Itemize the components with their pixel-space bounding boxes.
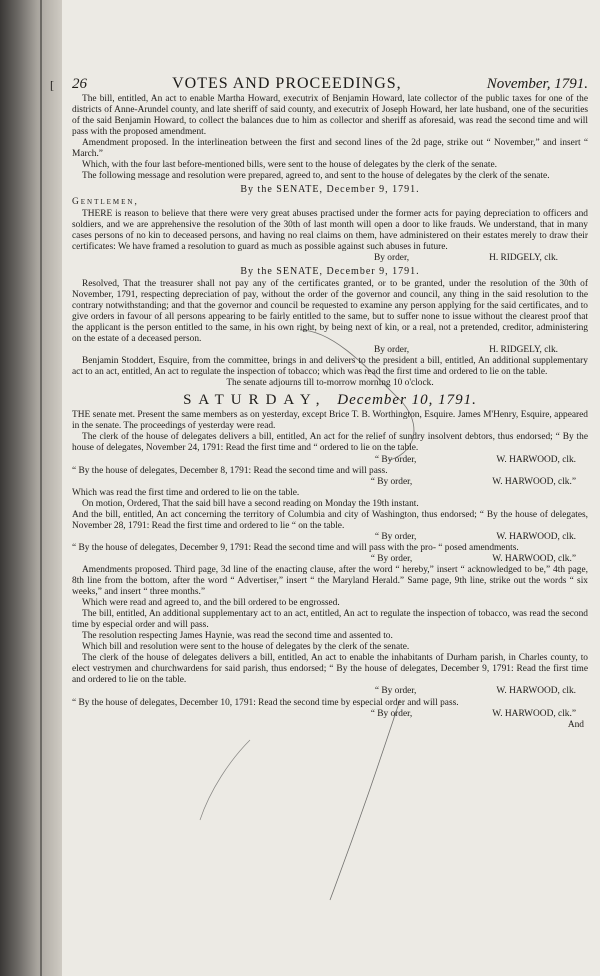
resolution: Resolved, That the treasurer shall not pay any of the certificates granted, or to be granted, under the resolution of the 30th of November, 1791, respecting depreciation of pay, without the order of the governor and council, any thing in the said resolution to the contrary notwithstanding; and that the governor and council be requested to examine any person applying for the said certificates, and to give orders in favour of all persons appearing to be fairly entitled to the same, but to suffer none to issue without the clearest proof that the applicant is the person entitled to the same, in his own right, by being next of kin, or a real, not a pretended, creditor, administering on the estate of a deceased person. [72, 278, 588, 345]
signature-name: W. HARWOOD, clk.” [492, 476, 576, 487]
signature [72, 455, 588, 466]
endorsement: “ By the house of delegates, December 8, 1791: Read the second time and will pass. [72, 465, 388, 476]
signature-name: W. HARWOOD, clk.” [492, 708, 576, 719]
paragraph: Which was read the first time and ordered to lie on the table. [72, 487, 300, 498]
paragraph: Which bill and resolution were sent to the house of delegates by the clerk of the senate. [82, 642, 410, 653]
paragraph: Amendment proposed. In the interlineation between the first and second lines of the 2d page, strike out “ November,” and insert “ March.” [72, 138, 588, 160]
signature-by-order: “ By order, [374, 454, 417, 465]
signature-name: W. HARWOOD, clk. [496, 454, 576, 465]
paragraph: And the bill, entitled, An act concerning the territory of Columbia and city of Washington, thus endorsed; “ By the house of delegates, November 28, 1791: Read the first time and ordered to lie “ on the table. [72, 509, 588, 531]
day-date: December 10, 1791. [337, 392, 477, 409]
paragraph: Amendments proposed. Third page, 3d line of the enacting clause, after the word “ hereby,” insert “ acknowledged to be,” 4th page, 8th line from the bottom, after the word “ Advertiser,” insert “ the Maryland Herald.” Same page, 9th line, strike out the words “ six weeks,” and insert “ three months.” [72, 564, 588, 598]
signature-by-order: “ By order, [370, 476, 413, 487]
page-header [72, 75, 588, 92]
signature [72, 554, 588, 565]
signature [72, 253, 588, 264]
signature [72, 477, 588, 488]
day-heading [72, 392, 588, 409]
endorsement: “ By the house of delegates, December 10, 1791: Read the second time by especial order and will pass. [72, 697, 459, 708]
salutation: Gentlemen, [72, 197, 139, 208]
paragraph: The bill, entitled, An act to enable Martha Howard, executrix of Benjamin Howard, late collector of the public taxes for one of the districts of Anne-Arundel county, and late sheriff of said county, and executrix of Joseph Howard, her late husband, one of the securities of the said Benjamin Howard, to collect the balances due to him as collector and sheriff as aforesaid, was read the second time and will pass with the proposed amendment. [72, 94, 588, 138]
header-date: November, 1791. [486, 76, 588, 92]
signature-by-order: “ By order, [374, 686, 417, 697]
paragraph: On motion, Ordered, That the said bill have a second reading on Monday the 19th instant. [82, 498, 419, 509]
day-name: SATURDAY, [183, 392, 327, 409]
signature-by-order: “ By order, [370, 553, 413, 564]
dateline: By the SENATE, December 9, 1791. [240, 265, 420, 277]
signature-name: W. HARWOOD, clk.” [492, 553, 576, 564]
signature-name: W. HARWOOD, clk. [496, 531, 576, 542]
paragraph: THE senate met. Present the same members as on yesterday, except Brice T. B. Worthington, Esquire. James M'Henry, Esquire, appeared in the senate. The proceedings of yesterday were read. [72, 410, 588, 432]
paragraph: The resolution respecting James Haynie, was read the second time and assented to. [82, 631, 393, 642]
page-content [72, 75, 588, 731]
paragraph: Which, with the four last before-mentioned bills, were sent to the house of delegates by the clerk of the senate. [82, 160, 497, 171]
page-number: 26 [72, 76, 87, 92]
message-body: THERE is reason to believe that there were very great abuses practised under the former acts for paying depreciation to officers and soldiers, and we are apprehensive the resolution of the 30th of last month will open a door to like frauds. We understand, that in many cases persons of no kin to deceased persons, and having no real claims on them, have administered on their estates merely to draw their certificates: We have framed a resolution to guard as much as possible against such abuses in future. [72, 208, 588, 252]
signature-name: H. RIDGELY, clk. [489, 345, 558, 356]
running-title: VOTES AND PROCEEDINGS, [172, 75, 402, 92]
catchword: And [567, 719, 584, 730]
adjournment: The senate adjourns till to-morrow morning 10 o'clock. [226, 378, 434, 389]
signature-name: W. HARWOOD, clk. [496, 686, 576, 697]
signature-by-order: By order, [374, 252, 410, 263]
signature-by-order: “ By order, [374, 531, 417, 542]
margin-mark: [ [50, 78, 54, 92]
paragraph: Which were read and agreed to, and the bill ordered to be engrossed. [82, 598, 340, 609]
dateline: By the SENATE, December 9, 1791. [240, 184, 420, 196]
paragraph: Benjamin Stoddert, Esquire, from the committee, brings in and delivers to the president a bill, entitled, An additional supplementary act to an act, entitled, An act to regulate the inspection of tobacco; which was read the first time and ordered to lie on the table. [72, 356, 588, 378]
paragraph: The clerk of the house of delegates delivers a bill, entitled, An act to enable the inhabitants of Durham parish, in Charles county, to elect vestrymen and churchwardens for said parish, thus endorsed; “ By the house of delegates, December 9, 1791: Read the first time and ordered to lie on the table. [72, 653, 588, 686]
paragraph: The clerk of the house of delegates delivers a bill, entitled, An act for the relief of sundry insolvent debtors, thus endorsed; “ By the house of delegates, November 24, 1791: Read the first time and “ ordered to lie on the table. [72, 432, 588, 454]
book-binding [0, 0, 62, 976]
signature-by-order: “ By order, [370, 708, 413, 719]
endorsement: “ By the house of delegates, December 9, 1791: Read the second time and will pass with the pro- “ posed amendments. [72, 542, 519, 553]
signature [72, 532, 588, 543]
paragraph: The following message and resolution were prepared, agreed to, and sent to the house of delegates by the clerk of the senate. [82, 171, 550, 182]
signature [72, 686, 588, 697]
signature [72, 709, 588, 720]
signature [72, 345, 588, 356]
signature-by-order: By order, [374, 345, 410, 356]
signature-name: H. RIDGELY, clk. [489, 252, 558, 263]
paragraph: The bill, entitled, An additional supplementary act to an act, entitled, An act to regulate the inspection of tobacco, was read the second time by especial order and will pass. [72, 609, 588, 631]
